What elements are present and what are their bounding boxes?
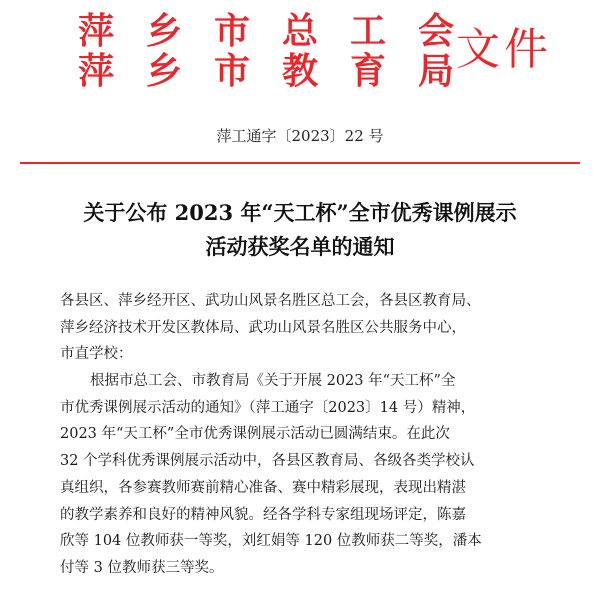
red-divider xyxy=(20,162,580,164)
paragraph-line: 根据市总工会、市教育局《关于开展 2023 年“天工杯”全 xyxy=(90,373,456,389)
paragraph-line: 欣等 104 位教师获一等奖，刘红娟等 120 位教师获二等奖，潘本 xyxy=(60,533,482,550)
document-number: 萍工通字〔2023〕22 号 xyxy=(216,127,384,145)
title-line-2: 活动获奖名单的通知 xyxy=(205,234,395,259)
issuing-org-2: 萍乡市教育局 xyxy=(78,51,487,92)
paragraph-line: 真组织，各参赛教师赛前精心准备、赛中精彩展现，表现出精湛 xyxy=(60,479,466,496)
title-line-1: 关于公布 2023 年“天工杯”全市优秀课例展示 xyxy=(83,200,517,225)
addressee-line: 各县区、萍乡经开区、武功山风景名胜区总工会，各县区教育局、 xyxy=(60,293,481,309)
document-word: 文件 xyxy=(456,24,552,75)
paragraph-line: 2023 年“天工杯”全市优秀课例展示活动已圆满结束。在此次 xyxy=(60,426,450,443)
paragraph-line: 32 个学科优秀课例展示活动中，各县区教育局、各级各类学校认 xyxy=(60,453,475,470)
issuing-org-1: 萍乡市总工会 xyxy=(78,11,487,52)
addressee-line: 萍乡经济技术开发区教体局、武功山风景名胜区公共服务中心， xyxy=(60,319,466,336)
addressee-line: 市直学校： xyxy=(60,346,133,363)
paragraph-line: 的教学素养和良好的精神风貌。经各学科专家组现场评定，陈嘉 xyxy=(60,506,466,523)
document-title xyxy=(0,196,600,264)
body-paragraph xyxy=(60,368,560,582)
paragraph-line: 市优秀课例展示活动的通知》（萍工通字〔2023〕14 号）精神， xyxy=(60,399,476,416)
addressee-block xyxy=(60,288,560,368)
paragraph-line: 付等 3 位教师获三等奖。 xyxy=(60,559,224,576)
document-header xyxy=(0,0,600,120)
